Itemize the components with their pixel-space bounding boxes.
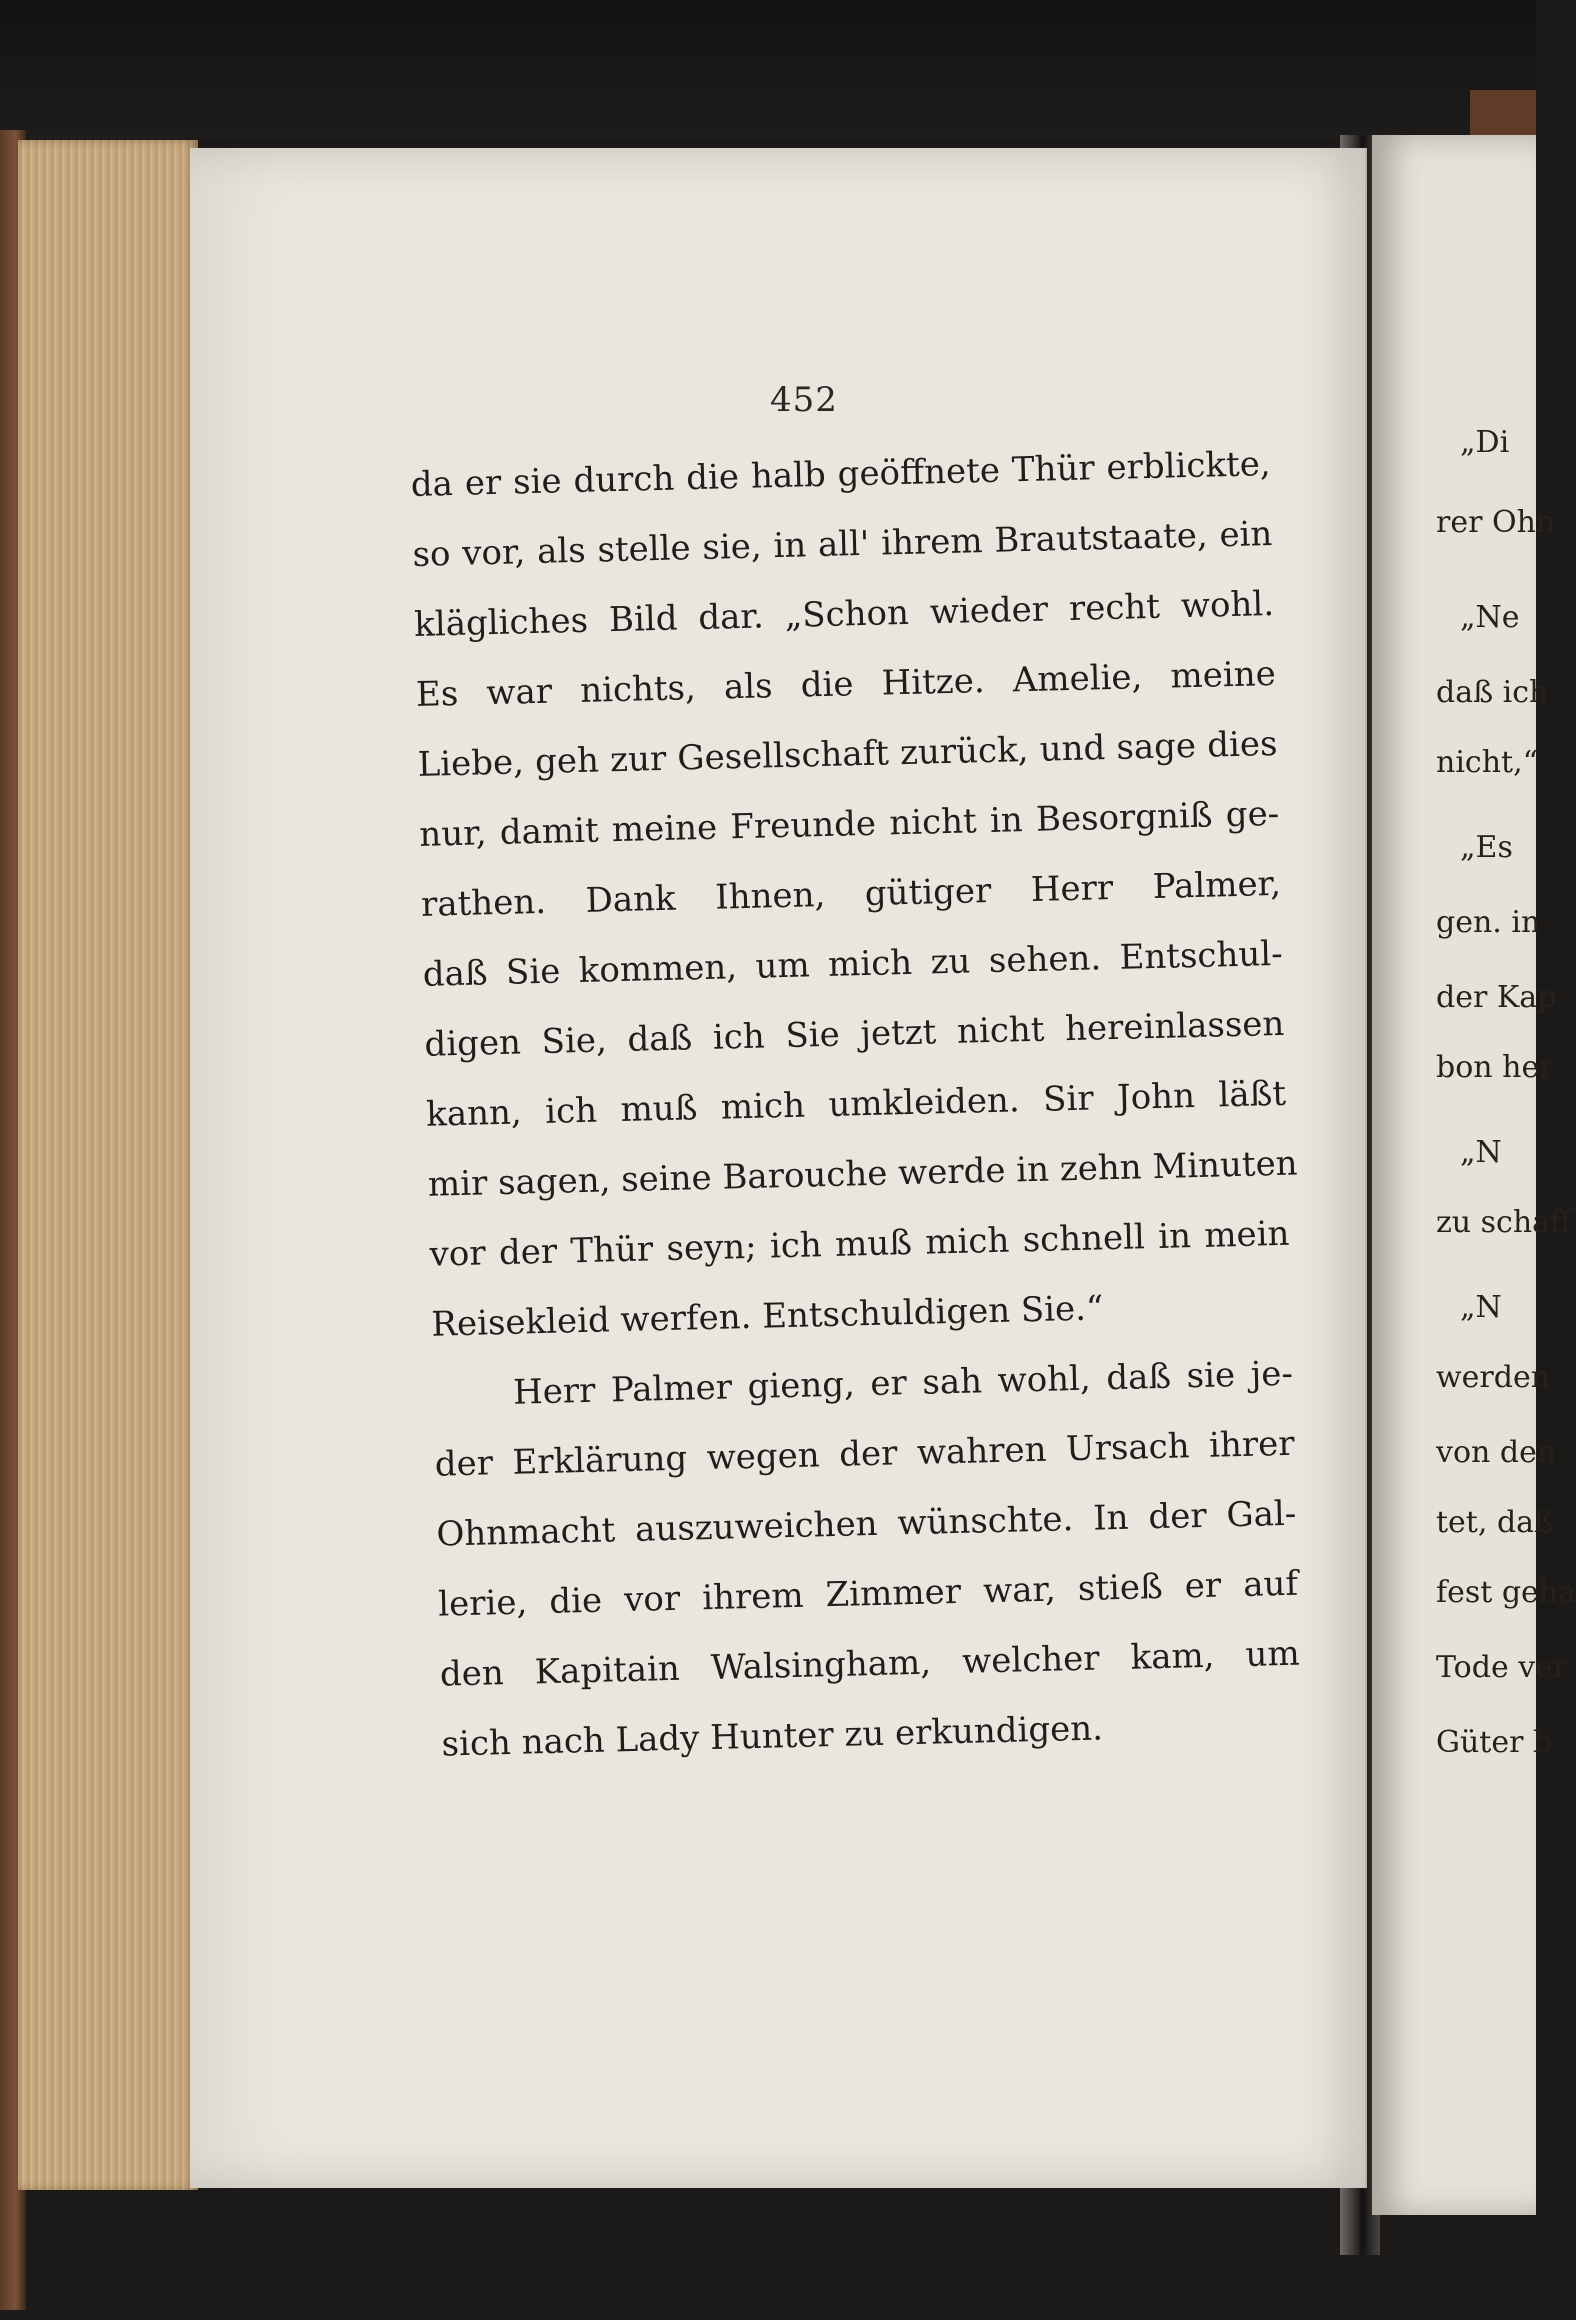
text-fragment: „Ne (1460, 600, 1520, 635)
text-fragment: nicht,“ (1436, 745, 1538, 780)
right-page-text (1436, 425, 1576, 1805)
page-edges (18, 140, 198, 2190)
page-number: 452 (770, 380, 838, 420)
text-line: kann, ich muß mich umkleiden. Sir John läßt (425, 1073, 1287, 1135)
text-fragment: gen. in (1436, 905, 1541, 940)
text-fragment: werden (1436, 1360, 1551, 1395)
text-line: Reisekleid werfen. Entschuldigen Sie.“ (430, 1288, 1104, 1345)
text-fragment: fest geha (1436, 1575, 1576, 1610)
text-line: da er sie durch die halb geöffnete Thür erblickte, (410, 443, 1272, 505)
text-line: Liebe, geh zur Gesellschaft zurück, und sage dies (417, 723, 1278, 785)
text-line: lerie, die vor ihrem Zimmer war, stieß er auf (437, 1563, 1299, 1625)
text-fragment: Tode ver (1436, 1650, 1568, 1685)
text-line: klägliches Bild dar. „Schon wieder recht wohl. (413, 583, 1275, 645)
text-line: vor der Thür seyn; ich muß mich schnell in mein (429, 1213, 1290, 1275)
text-line: digen Sie, daß ich Sie jetzt nicht hereinlassen (424, 1003, 1285, 1065)
text-fragment: von den (1436, 1435, 1557, 1470)
text-fragment: Güter b (1436, 1725, 1553, 1760)
text-fragment: „N (1460, 1290, 1502, 1325)
text-line: Herr Palmer gieng, er sah wohl, daß sie je- (512, 1353, 1294, 1413)
text-fragment: rer Ohn (1436, 505, 1556, 540)
text-line: so vor, als stelle sie, in all' ihrem Brautstaate, ein (412, 513, 1273, 575)
text-fragment: tet, daß (1436, 1505, 1555, 1540)
background (0, 0, 1536, 140)
text-line: daß Sie kommen, um mich zu sehen. Entschul- (422, 933, 1284, 995)
text-fragment: „Es (1460, 830, 1513, 865)
text-line: rathen. Dank Ihnen, gütiger Herr Palmer, (420, 863, 1282, 925)
text-line: der Erklärung wegen der wahren Ursach ihrer (434, 1423, 1296, 1485)
text-line: Es war nichts, als die Hitze. Amelie, meine (415, 653, 1277, 715)
text-fragment: bon her (1436, 1050, 1554, 1085)
text-fragment: zu schaff (1436, 1205, 1572, 1240)
text-line: den Kapitain Walsingham, welcher kam, um (439, 1633, 1301, 1695)
text-line: nur, damit meine Freunde nicht in Besorgniß ge- (418, 793, 1280, 855)
text-line: Ohnmacht auszuweichen wünschte. In der Gal- (436, 1493, 1297, 1555)
page-body-text (410, 429, 1302, 1780)
text-line: mir sagen, seine Barouche werde in zehn Minuten (427, 1143, 1299, 1205)
text-line: sich nach Lady Hunter zu erkundigen. (441, 1708, 1104, 1765)
text-fragment: „N (1460, 1135, 1502, 1170)
text-fragment: „Di (1460, 425, 1510, 460)
text-fragment: der Kap (1436, 980, 1557, 1015)
text-fragment: daß ich (1436, 675, 1549, 710)
